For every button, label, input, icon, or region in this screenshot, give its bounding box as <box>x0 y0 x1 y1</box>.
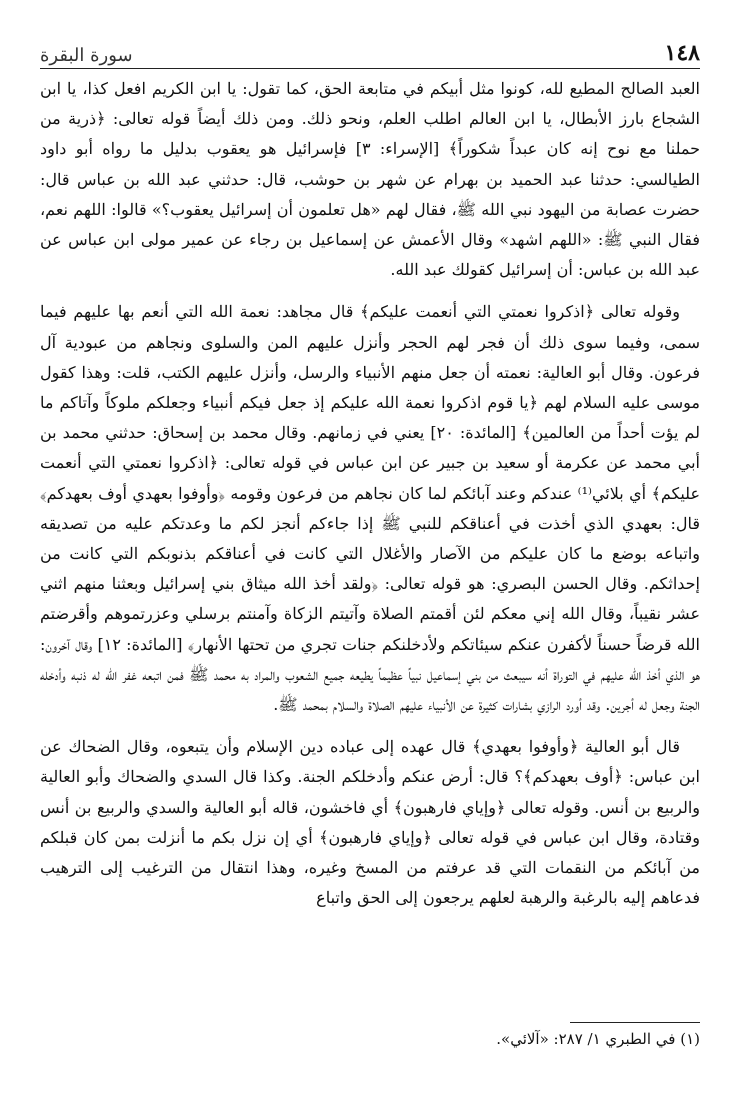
page-number: ١٤٨ <box>664 40 700 66</box>
paragraph-3: قال أبو العالية ﴿وأوفوا بعهدي﴾ قال عهده إلى عباده دين الإسلام وأن يتبعوه، وقال الضحاك عن ابن عباس: ﴿أوف بعهدكم﴾؟ قال: أرض عنكم وأدخلكم الجنة. وكذا قال السدي والضحاك وأبو العالية والربيع بن أنس. وقوله تعالى ﴿وإياي فارهبون﴾ أي فاخشون، قاله أبو العالية والسدي والربيع بن أنس وقتادة، وقال ابن عباس في قوله تعالى ﴿وإياي فارهبون﴾ أي إن نزل بكم ما أنزلت بمن كان قبلكم من آبائكم من النقمات التي قد عرفتم من المسخ وغيره، وهذا انتقال من الترغيب إلى الترهيب فدعاهم إليه بالرغبة والرهبة لعلهم يرجعون إلى الحق واتباع <box>40 737 701 908</box>
paragraph-2: وقوله تعالى ﴿اذكروا نعمتي التي أنعمت عليكم﴾ قال مجاهد: نعمة الله التي أنعم بها عليهم فيما سمى، وفيما سوى ذلك أن فجر لهم الحجر وأنزل عليهم المن والسلوى ونجاهم من عبودية آل فرعون. وقال أبو العالية: نعمته أن جعل منهم الأنبياء والرسل، وأنزل عليهم الكتب، قلت: وهذا كقول موسى عليه السلام لهم ﴿يا قوم اذكروا نعمة الله عليكم إذ جعل فيكم أنبياء وجعلكم ملوكاً وآتاكم ما لم يؤت أحداً من العالمين﴾ [المائدة: ٢٠] يعني في زمانهم. وقال محمد بن إسحاق: حدثني محمد بن أبي محمد عن عكرمة أو سعيد بن جبير عن ابن عباس في قوله تعالى: ﴿اذكروا نعمتي التي أنعمت عليكم﴾ أي بلائي⁽¹⁾ عندكم وعند آبائكم لما كان نجاهم من فرعون وقومه ﴿وأوفوا بعهدي أوف بعهدكم﴾ قال: بعهدي الذي أخذت في أعناقكم للنبي ﷺ إذا جاءكم أنجز لكم ما وعدتكم عليه من تصديقه واتباعه بوضع ما كان عليكم من الآصار والأغلال التي كانت في أعناقكم بذنوبكم التي كانت من إحداثكم. وقال الحسن البصري: هو قوله تعالى: ﴿ولقد أخذ الله ميثاق بني إسرائيل وبعثنا منهم اثني عشر نقيباً، وقال الله إني معكم لئن أقمتم الصلاة وآتيتم الزكاة وآمنتم برسلي وعزرتموهم وأقرضتم الله قرضاً حسناً لأكفرن عنكم سيئاتكم ولأدخلنكم جنات تجري من تحتها الأنهار﴾ [المائدة: ١٢] وقال آخرون: هو الذي أخذ الله عليهم في التوراة أنه سيبعث من بني إسماعيل نبياً عظيماً يطيعه جميع الشعوب والمراد به محمد ﷺ فمن اتبعه غفر الله له ذنبه وأدخله الجنة وجعل له أجرين. وقد أورد الرازي بشارات كثيرة عن الأنبياء عليهم الصلاة والسلام بمحمد ﷺ. <box>40 302 701 715</box>
main-text <box>40 74 700 925</box>
running-title: سورة البقرة <box>40 45 133 66</box>
footnote-divider <box>570 1022 700 1023</box>
page-header <box>40 34 700 66</box>
header-divider <box>40 68 700 69</box>
footnote: (١) في الطبري ١/ ٢٨٧: «آلائي». <box>496 1030 700 1048</box>
paragraph-1: العبد الصالح المطيع لله، كونوا مثل أبيكم في متابعة الحق، كما تقول: يا ابن الكريم افعل كذا، يا ابن الشجاع بارز الأبطال، يا ابن العالم اطلب العلم، ونحو ذلك. ومن ذلك أيضاً قوله تعالى: ﴿ذرية من حملنا مع نوح إنه كان عبداً شكوراً﴾ [الإسراء: ٣] فإسرائيل هو يعقوب بدليل ما رواه أبو داود الطيالسي: حدثنا عبد الحميد بن بهرام عن شهر بن حوشب، قال: حدثني عبد الله بن عباس قال: حضرت عصابة من اليهود نبي الله ﷺ، فقال لهم «هل تعلمون أن إسرائيل يعقوب؟» قالوا: اللهم نعم، فقال النبي ﷺ: «اللهم اشهد» وقال الأعمش عن إسماعيل بن رجاء عن عمير مولى ابن عباس عن عبد الله بن عباس: أن إسرائيل كقولك عبد الله. <box>40 79 701 280</box>
